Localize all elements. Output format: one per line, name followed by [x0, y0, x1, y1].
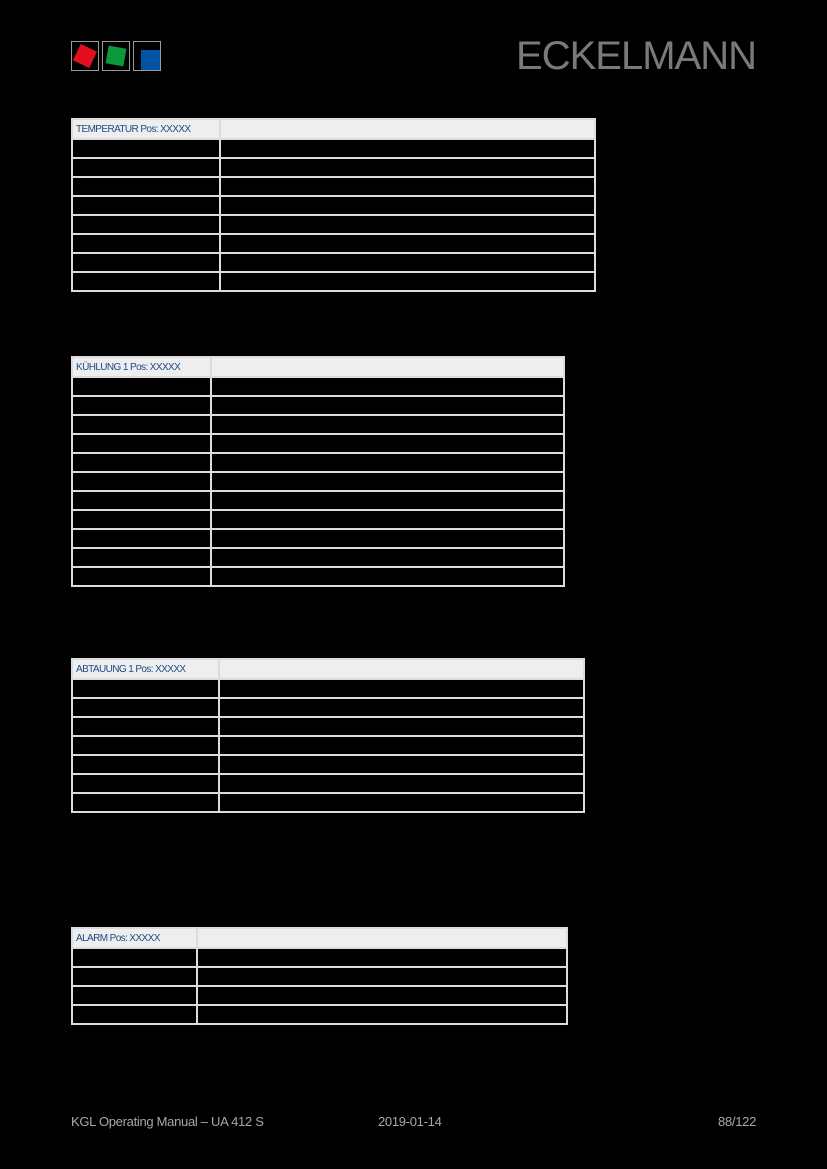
table-title: ALARM Pos: XXXXX — [72, 928, 197, 948]
table-title: TEMPERATUR Pos: XXXXX — [72, 119, 220, 139]
company-logo-squares — [71, 41, 162, 73]
table-row — [72, 698, 584, 717]
table-row — [72, 948, 567, 967]
table-row — [72, 196, 595, 215]
table-row — [72, 529, 564, 548]
table-row — [72, 415, 564, 434]
table-row — [72, 510, 564, 529]
table-row — [72, 1005, 567, 1024]
table-row — [72, 755, 584, 774]
footer-date: 2019-01-14 — [378, 1114, 442, 1129]
table-row — [72, 396, 564, 415]
table-row — [72, 774, 584, 793]
table-row — [72, 434, 564, 453]
table-title: KÜHLUNG 1 Pos: XXXXX — [72, 357, 211, 377]
table-row — [72, 986, 567, 1005]
footer-doc-title: KGL Operating Manual – UA 412 S — [71, 1114, 264, 1129]
table-row — [72, 736, 584, 755]
table-row — [72, 717, 584, 736]
table-title: ABTAUUNG 1 Pos: XXXXX — [72, 659, 219, 679]
table-row — [72, 234, 595, 253]
table-row — [72, 967, 567, 986]
kuehlung-table — [71, 356, 565, 587]
red-square-icon — [71, 41, 99, 71]
brand-logo-text: ECKELMANN — [516, 34, 756, 78]
table-row — [72, 472, 564, 491]
table-row — [72, 139, 595, 158]
table-row — [72, 793, 584, 812]
table-row — [72, 158, 595, 177]
table-row — [72, 272, 595, 291]
table-row — [72, 215, 595, 234]
table-row — [72, 567, 564, 586]
table-row — [72, 548, 564, 567]
table-row — [72, 491, 564, 510]
green-square-icon — [102, 41, 130, 71]
table-row — [72, 377, 564, 396]
table-row — [72, 679, 584, 698]
footer-page-number: 88/122 — [718, 1114, 756, 1129]
blue-square-icon — [133, 41, 161, 71]
table-row — [72, 177, 595, 196]
alarm-table — [71, 927, 568, 1025]
table-row — [72, 253, 595, 272]
abtauung-table — [71, 658, 585, 813]
temperatur-table — [71, 118, 596, 292]
table-row — [72, 453, 564, 472]
